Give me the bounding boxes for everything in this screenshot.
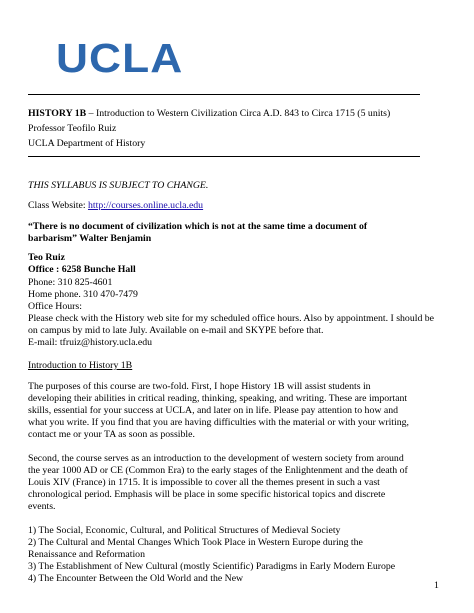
office-hours-line-2: on campus by mid to late July. Available on e-mail and SKYPE before that. <box>28 325 324 336</box>
paragraph-line: developing their abilities in critical reading, thinking, speaking, and writing. These are important <box>28 393 408 404</box>
course-code: HISTORY 1B <box>28 108 87 119</box>
syllabus-change-notice: THIS SYLLABUS IS SUBJECT TO CHANGE. <box>28 180 209 191</box>
list-item: 4) The Encounter Between the Old World and the New <box>28 573 244 584</box>
instructor-email: E-mail: tfruiz@history.ucla.edu <box>28 337 153 348</box>
office-hours-label: Office Hours: <box>28 301 82 312</box>
quote-line-1: “There is no document of civilization which is not at the same time a document of <box>28 221 368 232</box>
office-location: Office : 6258 Bunche Hall <box>28 264 136 275</box>
paragraph-line: events. <box>28 501 56 512</box>
list-item: 1) The Social, Economic, Cultural, and Political Structures of Medieval Society <box>28 525 341 536</box>
header-top-rule <box>28 94 420 95</box>
paragraph-line: the year 1000 AD or CE (Common Era) to the early stages of the Enlightenment and the death of <box>28 465 408 476</box>
paragraph-line: Second, the course serves as an introduction to the development of western society from around <box>28 453 404 464</box>
class-website-label: Class Website: <box>28 200 88 211</box>
class-website-link[interactable]: http://courses.online.ucla.edu <box>88 200 204 211</box>
page-number: 1 <box>434 580 439 591</box>
paragraph-line: Louis XIV (France) in 1715. It is impossible to cover all the themes present in such a vast <box>28 477 380 488</box>
course-description: – Introduction to Western Civilization Circa A.D. 843 to Circa 1715 (5 units) <box>86 108 391 119</box>
paragraph-line: what you write. If you find that you are having difficulties with the material or with your writing, <box>28 417 409 428</box>
paragraph-line: contact me or your TA as soon as possible. <box>28 429 195 440</box>
class-website-line <box>28 200 203 212</box>
paragraph-line: skills, essential for your success at UCLA, and later on in life. Please pay attention to how and <box>28 405 399 416</box>
office-phone: Phone: 310 825-4601 <box>28 277 113 288</box>
instructor-name: Teo Ruiz <box>28 252 65 263</box>
header-bottom-rule <box>28 156 420 157</box>
paragraph-line: chronological period. Emphasis will be place in some specific historical topics and discrete <box>28 489 386 500</box>
list-item: Renaissance and Reformation <box>28 549 145 560</box>
list-item: 3) The Establishment of New Cultural (mostly Scientific) Paradigms in Early Modern Europe <box>28 561 396 572</box>
paragraph-line: The purposes of this course are two-fold. First, I hope History 1B will assist students in <box>28 381 371 392</box>
quote-line-2: barbarism” Walter Benjamin <box>28 233 152 244</box>
professor-name: Professor Teofilo Ruiz <box>28 123 117 134</box>
ucla-logo: UCLA <box>56 35 184 81</box>
department-name: UCLA Department of History <box>28 138 146 149</box>
office-hours-line-1: Please check with the History web site for my scheduled office hours. Also by appointment. I should be <box>28 313 435 324</box>
home-phone: Home phone. 310 470-7479 <box>28 289 138 300</box>
list-item: 2) The Cultural and Mental Changes Which Took Place in Western Europe during the <box>28 537 363 548</box>
intro-heading: Introduction to History 1B <box>28 360 133 371</box>
course-title <box>28 108 390 120</box>
